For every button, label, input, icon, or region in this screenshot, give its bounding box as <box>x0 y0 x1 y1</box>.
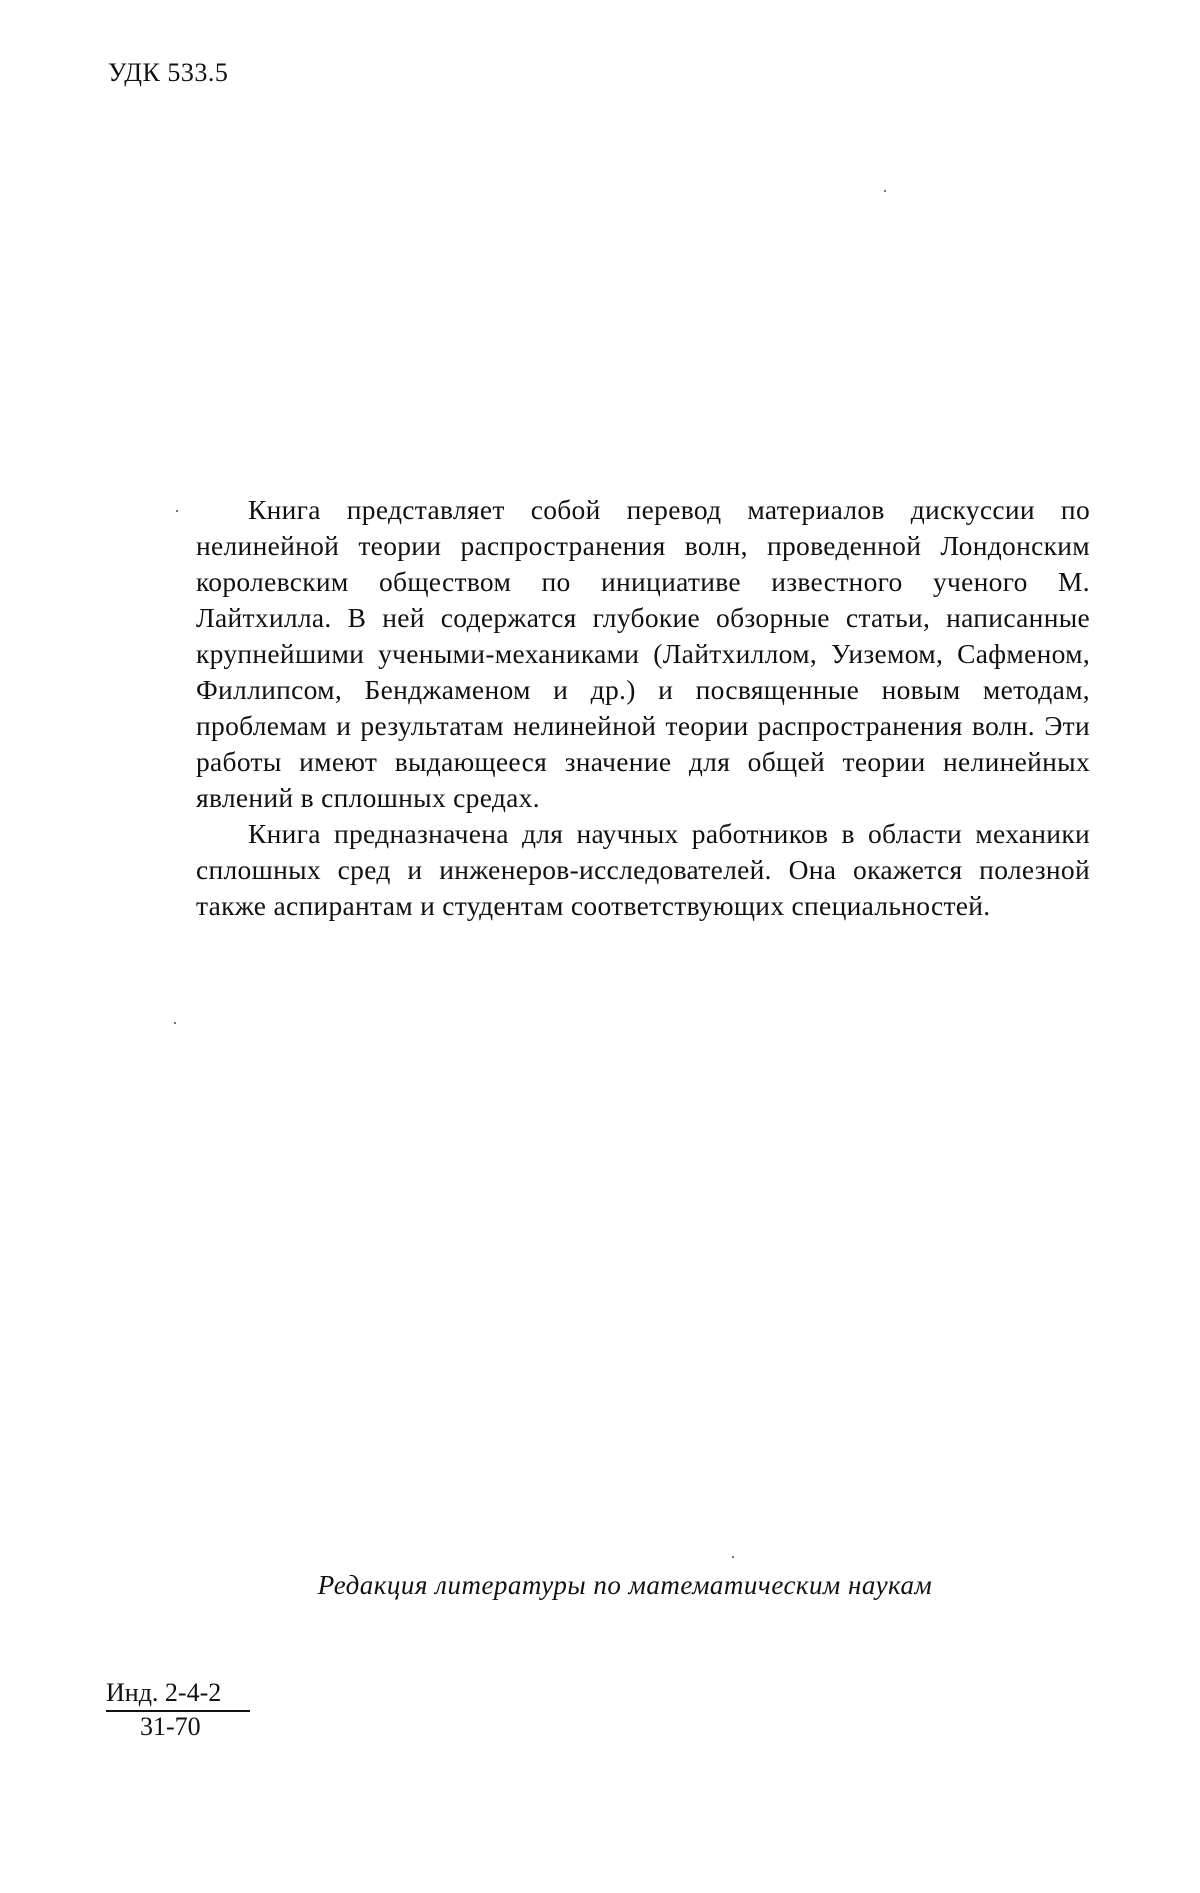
index-number: 31-70 <box>106 1710 250 1740</box>
scan-speck <box>732 1556 734 1558</box>
annotation-paragraph-2: Книга предназначена для научных работников в области механики сплошных сред и инженеров-исследователей. Она окажется полезной также аспирантам и студентам соответствующих специальностей. <box>196 818 1090 921</box>
scan-speck <box>176 510 178 512</box>
scan-speck <box>174 1022 176 1024</box>
annotation-block <box>196 492 1090 924</box>
publication-index <box>106 1680 250 1740</box>
annotation-paragraph-1: Книга представляет собой перевод материалов дискуссии по нелинейной теории распространения волн, проведенной Лондонским королевским обществом по инициативе известного ученого М. Лайтхилла. В ней содержатся глубокие обзорные статьи, написанные крупнейшими учеными-механиками (Лайтхиллом, Уиземом, Сафменом, Филлипсом, Бенджаменом и др.) и посвященные новым методам, проблемам и результатам нелинейной теории распространения волн. Эти работы имеют выдающееся значение для общей теории нелинейных явлений в сплошных средах. <box>196 494 1090 813</box>
editorial-office-line: Редакция литературы по математическим наукам <box>317 1570 933 1600</box>
index-code: Инд. 2-4-2 <box>106 1678 222 1707</box>
udc-code: УДК 533.5 <box>108 58 229 87</box>
scan-speck <box>884 190 886 192</box>
